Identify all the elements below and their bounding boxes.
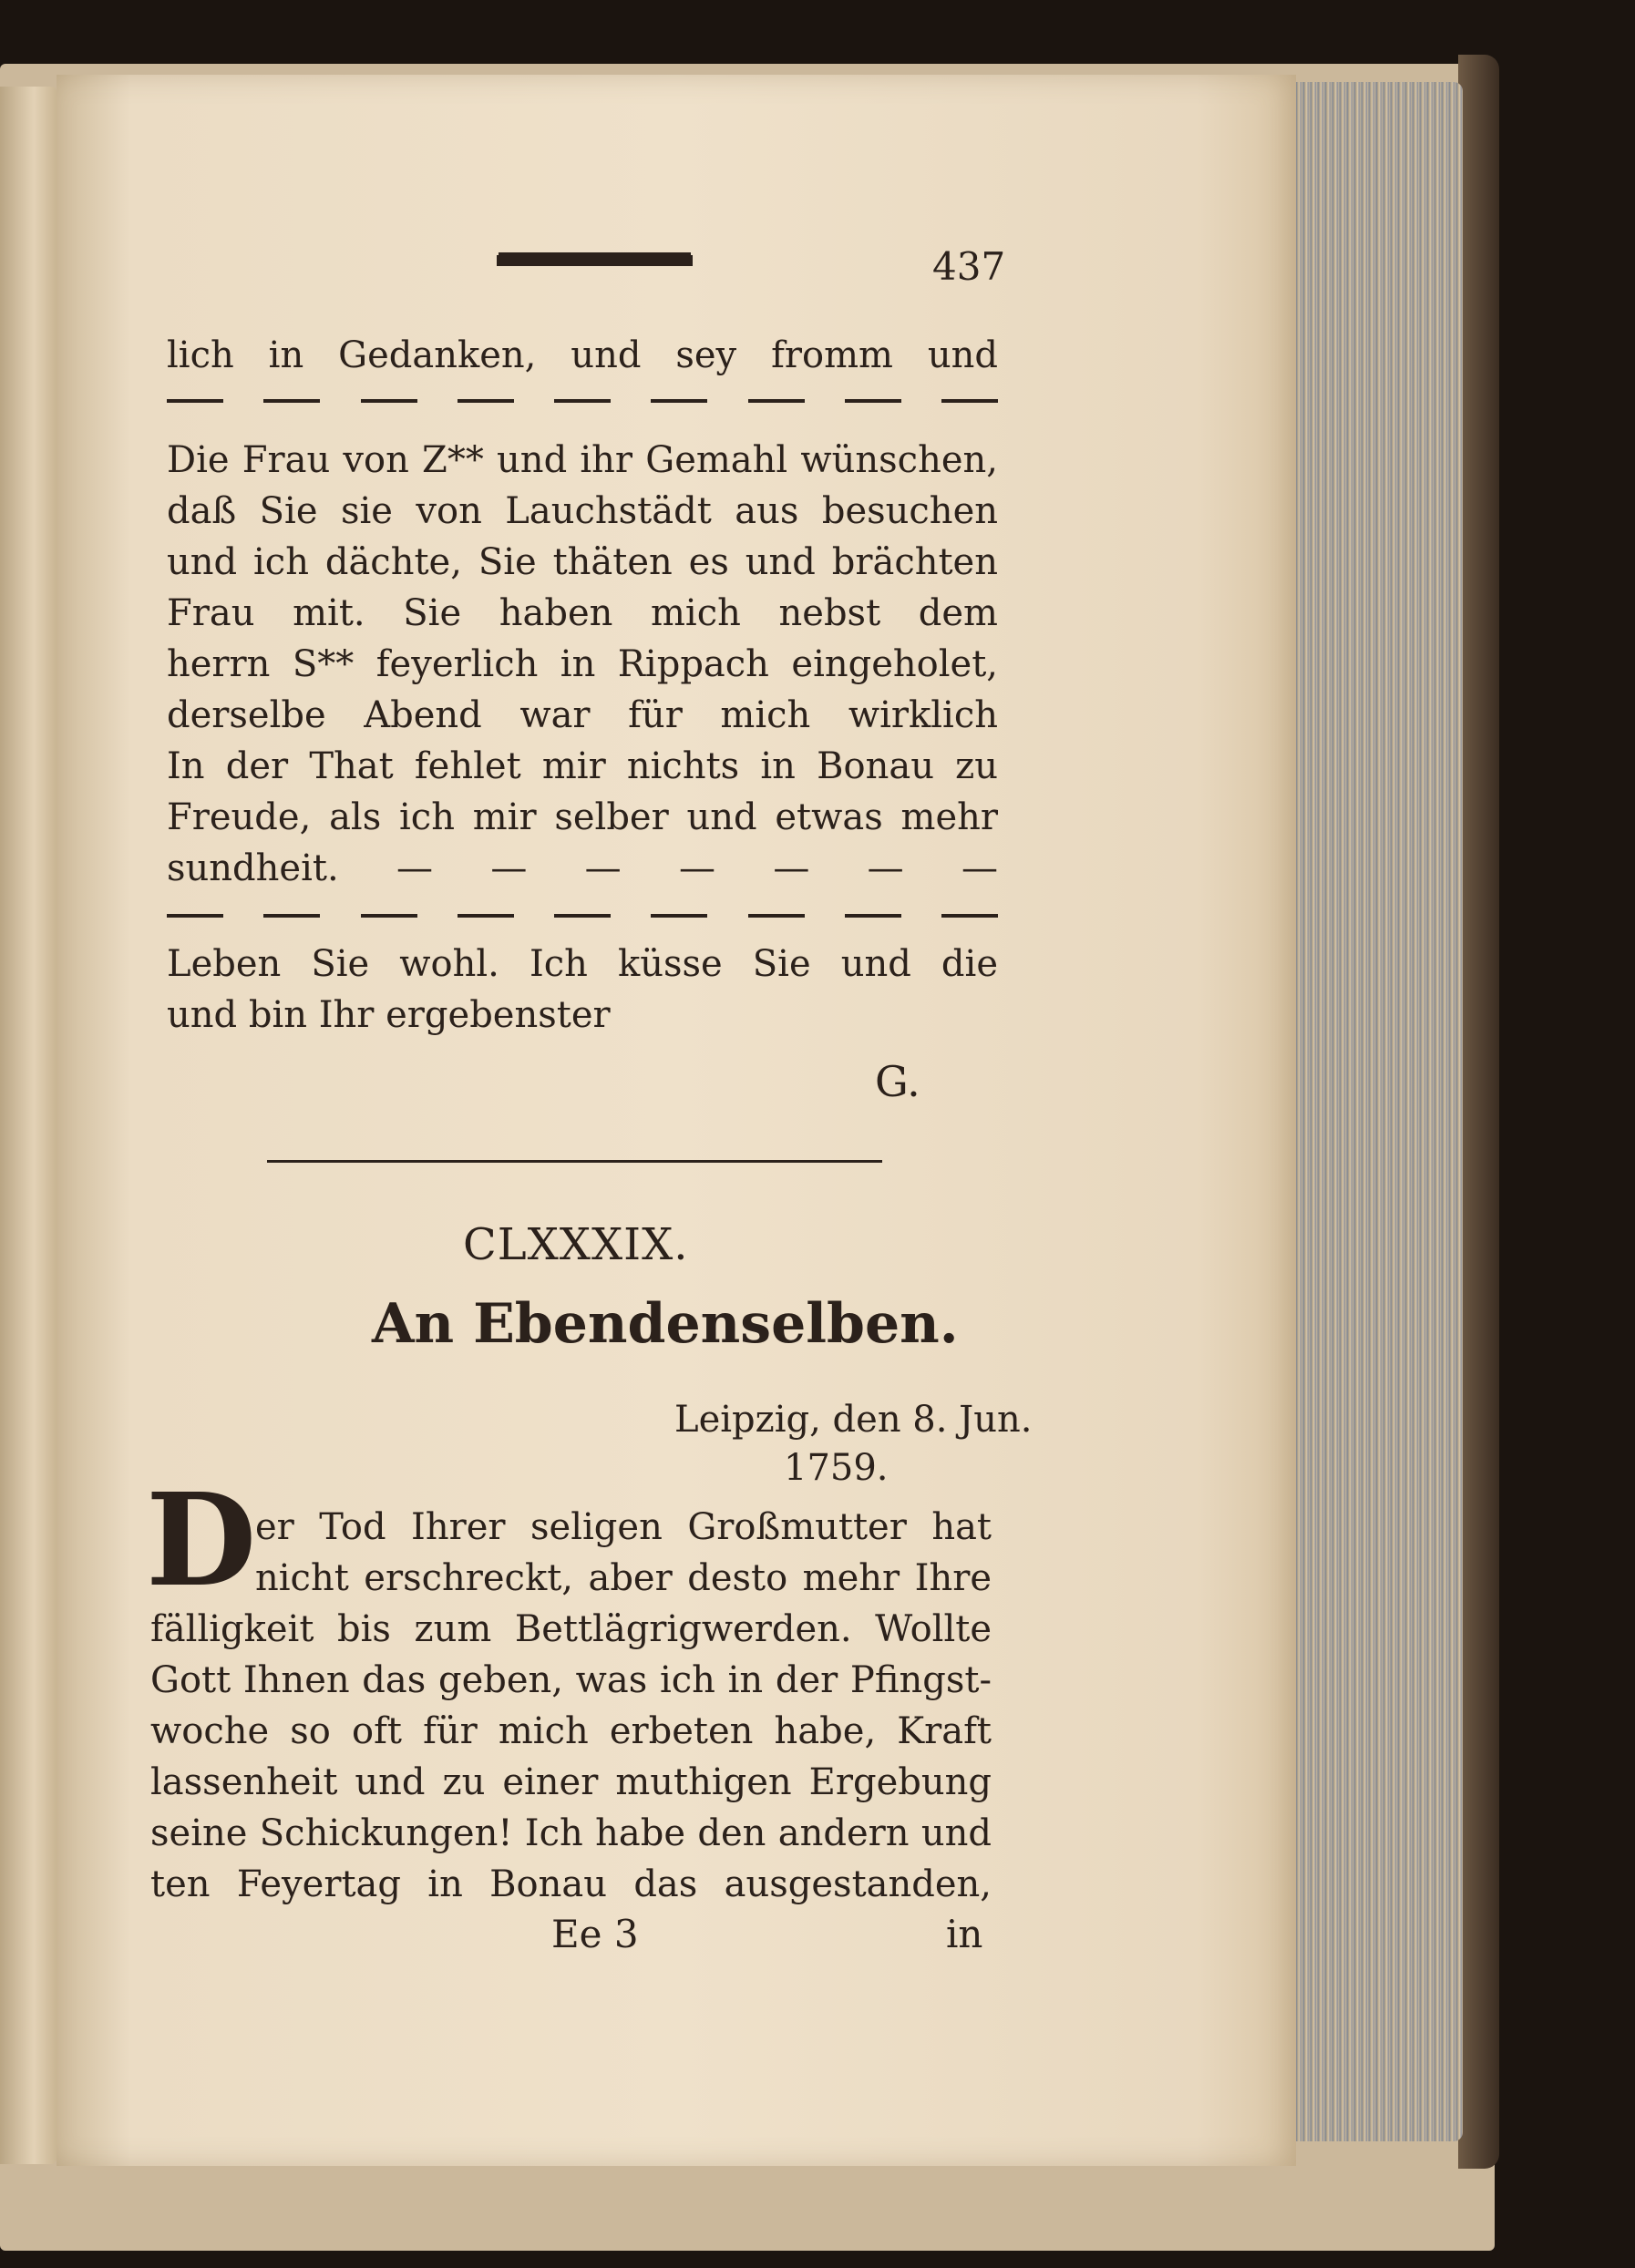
text-line: daß Sie sie von Lauchstädt aus besuchen [167,490,998,532]
dash-rule [167,398,998,404]
body-paragraph [150,1604,992,1910]
text-line: und bin Ihr ergebenster [167,994,611,1036]
paragraph-farewell [167,939,998,1041]
letter-number: CLXXXIX. [463,1219,689,1270]
text-line: er Tod Ihrer seligen Großmutter hat [255,1506,992,1548]
text-line: Frau mit. Sie haben mich nebst dem [167,592,998,634]
text-line: In der That fehlet mir nichts in Bonau zu [167,745,998,787]
text-line: lassenheit und zu einer muthigen Ergebung [150,1761,992,1803]
text-line: woche so oft für mich erbeten habe, Kraft [150,1710,992,1752]
page-edges [1276,82,1463,2141]
text-line: ten Feyertag in Bonau das ausgestanden, [150,1863,992,1905]
section-rule [267,1160,882,1163]
text-line: sundheit. — — — — — — — [167,847,998,889]
text-line: seine Schickungen! Ich habe den andern und [150,1812,992,1854]
dateline: Leipzig, den 8. Jun. [674,1399,1033,1441]
catchword: in [946,1912,983,1956]
text-line: lich in Gedanken, und sey fromm und [167,334,998,376]
text-line: Gott Ihnen das geben, was ich in der Pfingst- [150,1659,992,1701]
header-rule [497,255,693,266]
text-line: fälligkeit bis zum Bettlägrigwerden. Wollte [150,1608,992,1650]
dateline-year: 1759. [784,1447,889,1489]
text-line: Freude, als ich mir selber und etwas mehr [167,796,998,838]
body-first-lines [255,1502,992,1604]
left-page-edge [0,87,57,2164]
dash-rule [167,913,998,918]
text-line: herrn S** feyerlich in Rippach eingeholet, [167,643,998,685]
text-line: und ich dächte, Sie thäten es und brächten [167,541,998,583]
text-line: Die Frau von Z** und ihr Gemahl wünschen, [167,439,998,481]
drop-cap: D [146,1466,257,1616]
page-number: 437 [932,244,1006,289]
paragraph-main [167,435,998,894]
signature-mark: Ee 3 [551,1912,639,1956]
text-line: derselbe Abend war für mich wirklich [167,694,998,736]
text-line: nicht erschreckt, aber desto mehr Ihre [255,1557,992,1599]
letter-title: An Ebendenselben. [372,1292,959,1356]
paragraph-closing [167,330,998,381]
text-line: Leben Sie wohl. Ich küsse Sie und die [167,943,998,985]
signature: G. [875,1057,920,1106]
book-cover-edge [1458,55,1499,2169]
